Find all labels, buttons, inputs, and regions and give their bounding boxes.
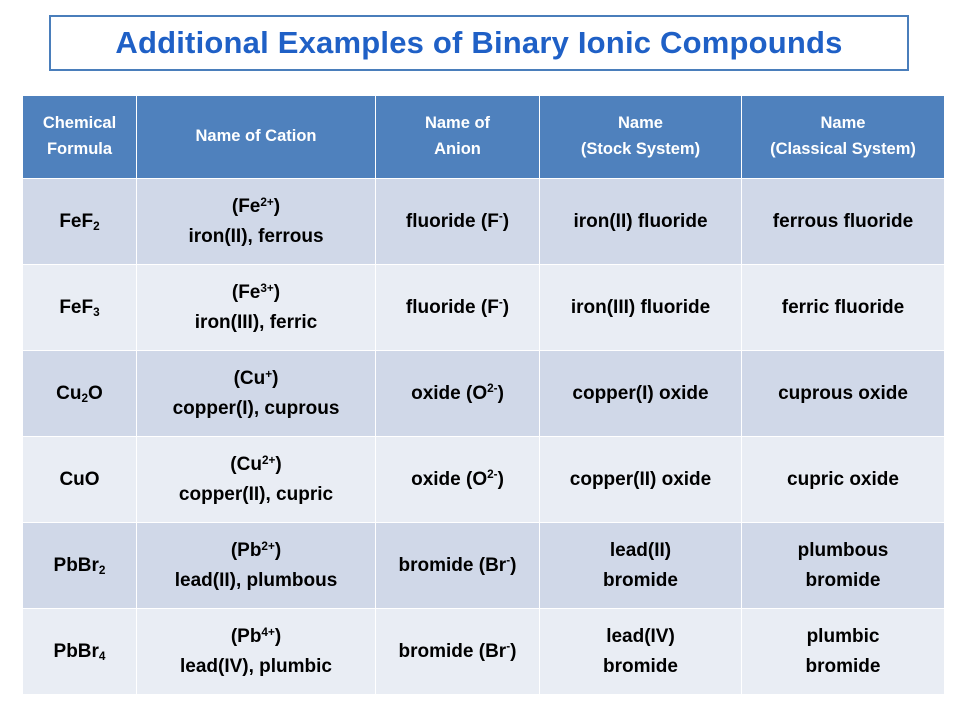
classical-name-line: ferric fluoride: [781, 296, 905, 318]
classical-name-line: ferrous fluoride: [772, 210, 914, 232]
cation-ion: [141, 622, 371, 651]
classical-name-line: bromide: [805, 655, 881, 677]
formula-cell: [23, 265, 137, 351]
anion-cell: [376, 265, 540, 351]
header-chemical-formula: [23, 96, 137, 179]
cation-cell: [137, 179, 376, 265]
stock-name-cell: [540, 437, 742, 523]
cation-close: ): [275, 454, 282, 476]
anion-charge: -: [506, 554, 511, 568]
cation-symbol: (Cu: [233, 368, 266, 390]
stock-name-cell: [540, 179, 742, 265]
header-stock-name: [540, 96, 742, 179]
classical-name-cell: [742, 523, 945, 609]
cation-ion: [141, 278, 371, 307]
cation-ion: [141, 536, 371, 565]
stock-name-line: copper(II) oxide: [569, 468, 712, 490]
cation-symbol: (Pb: [230, 540, 262, 562]
anion-name: oxide (O: [411, 382, 488, 404]
stock-name-line: iron(II) fluoride: [573, 210, 708, 232]
header-row: [23, 96, 945, 179]
anion-cell: [376, 609, 540, 695]
anion-close: ): [502, 210, 510, 232]
cation-ion: [141, 364, 371, 393]
table-row: [23, 523, 945, 609]
formula-base-2: O: [88, 382, 103, 404]
table-row: [23, 437, 945, 523]
stock-name-line: lead(II): [609, 540, 672, 562]
stock-name-cell: [540, 609, 742, 695]
anion-charge: 2-: [487, 468, 498, 482]
formula-base: FeF: [59, 210, 94, 232]
formula-cell: [23, 179, 137, 265]
cation-names: iron(III), ferric: [194, 311, 318, 333]
anion-close: ): [502, 296, 510, 318]
table-row: [23, 179, 945, 265]
formula-cell: [23, 609, 137, 695]
stock-name-line: lead(IV): [606, 626, 675, 648]
anion-name: fluoride (F: [405, 210, 499, 232]
stock-name-cell: [540, 265, 742, 351]
cation-names: lead(II), plumbous: [174, 569, 338, 591]
anion-name: bromide (Br: [398, 640, 507, 662]
cation-ion: [141, 450, 371, 479]
header-line: Name: [820, 114, 866, 133]
cation-names: lead(IV), plumbic: [179, 655, 333, 677]
page-title: Additional Examples of Binary Ionic Compounds: [115, 25, 843, 60]
formula-base: Cu: [56, 382, 82, 404]
cation-charge: 2+: [261, 539, 275, 553]
header-name-of-cation: [137, 96, 376, 179]
cation-cell: [137, 523, 376, 609]
header-line: (Stock System): [580, 140, 701, 158]
cation-names: copper(II), cupric: [178, 483, 334, 505]
cation-charge: 2+: [261, 453, 276, 467]
cation-symbol: (Fe: [231, 282, 261, 304]
anion-close: ): [510, 640, 517, 662]
cation-close: ): [273, 282, 281, 304]
header-line: Name of Cation: [195, 127, 317, 146]
table-header: [23, 96, 945, 179]
formula-subscript: 3: [93, 305, 100, 319]
formula-base: FeF: [59, 296, 94, 318]
cation-ion: [141, 192, 371, 221]
stock-name-line: bromide: [603, 569, 678, 591]
anion-cell: [376, 351, 540, 437]
classical-name-cell: [742, 351, 945, 437]
classical-name-cell: [742, 609, 945, 695]
classical-name-cell: [742, 265, 945, 351]
header-line: Formula: [46, 140, 113, 158]
anion-name: bromide (Br: [398, 554, 507, 576]
classical-name-line: bromide: [805, 569, 881, 591]
formula-base: CuO: [59, 468, 100, 490]
formula-subscript: 2: [98, 563, 106, 577]
anion-close: ): [497, 382, 504, 404]
header-line: (Classical System): [770, 140, 916, 158]
table-row: [23, 265, 945, 351]
table-body: [23, 179, 945, 695]
cation-symbol: (Fe: [231, 196, 261, 218]
compounds-table: [22, 95, 945, 695]
header-name-of-anion: [376, 96, 540, 179]
cation-cell: [137, 265, 376, 351]
cation-names: iron(II), ferrous: [188, 225, 324, 247]
formula-cell: [23, 437, 137, 523]
formula-subscript: 4: [98, 649, 106, 663]
cation-close: ): [274, 540, 282, 562]
stock-name-line: copper(I) oxide: [572, 382, 709, 404]
anion-cell: [376, 437, 540, 523]
formula-subscript: 2: [81, 391, 89, 405]
cation-close: ): [273, 196, 281, 218]
stock-name-line: iron(III) fluoride: [570, 296, 711, 318]
classical-name-line: plumbous: [797, 540, 889, 562]
formula-base: PbBr: [53, 640, 99, 662]
formula-cell: [23, 351, 137, 437]
header-line: Name: [618, 114, 663, 133]
header-line: Anion: [434, 140, 481, 158]
stock-name-cell: [540, 523, 742, 609]
header-line: Name of: [424, 114, 491, 133]
formula-subscript: 2: [93, 219, 100, 233]
anion-charge: -: [498, 296, 503, 310]
anion-close: ): [510, 554, 517, 576]
anion-name: oxide (O: [411, 468, 488, 490]
stock-name-cell: [540, 351, 742, 437]
anion-name: fluoride (F: [405, 296, 499, 318]
formula-cell: [23, 523, 137, 609]
anion-charge: 2-: [487, 382, 498, 396]
table-row: [23, 609, 945, 695]
cation-symbol: (Pb: [230, 626, 262, 648]
classical-name-line: plumbic: [806, 626, 880, 648]
classical-name-line: cuprous oxide: [778, 382, 908, 404]
cation-close: ): [274, 626, 282, 648]
cation-names: copper(I), cuprous: [172, 397, 340, 419]
anion-cell: [376, 179, 540, 265]
header-classical-name: [742, 96, 945, 179]
anion-charge: -: [506, 640, 511, 654]
cation-cell: [137, 437, 376, 523]
title-box: [49, 15, 909, 71]
cation-charge: +: [265, 367, 273, 381]
cation-charge: 4+: [261, 625, 275, 639]
anion-charge: -: [498, 210, 503, 224]
cation-symbol: (Cu: [230, 454, 262, 476]
table-row: [23, 351, 945, 437]
formula-base: PbBr: [53, 554, 99, 576]
cation-cell: [137, 351, 376, 437]
header-line: Chemical: [42, 114, 117, 133]
cation-charge: 3+: [260, 281, 274, 295]
anion-cell: [376, 523, 540, 609]
cation-close: ): [272, 368, 279, 390]
stock-name-line: bromide: [603, 655, 678, 677]
cation-charge: 2+: [260, 195, 274, 209]
classical-name-line: cupric oxide: [787, 468, 899, 490]
anion-close: ): [497, 468, 504, 490]
classical-name-cell: [742, 179, 945, 265]
classical-name-cell: [742, 437, 945, 523]
cation-cell: [137, 609, 376, 695]
